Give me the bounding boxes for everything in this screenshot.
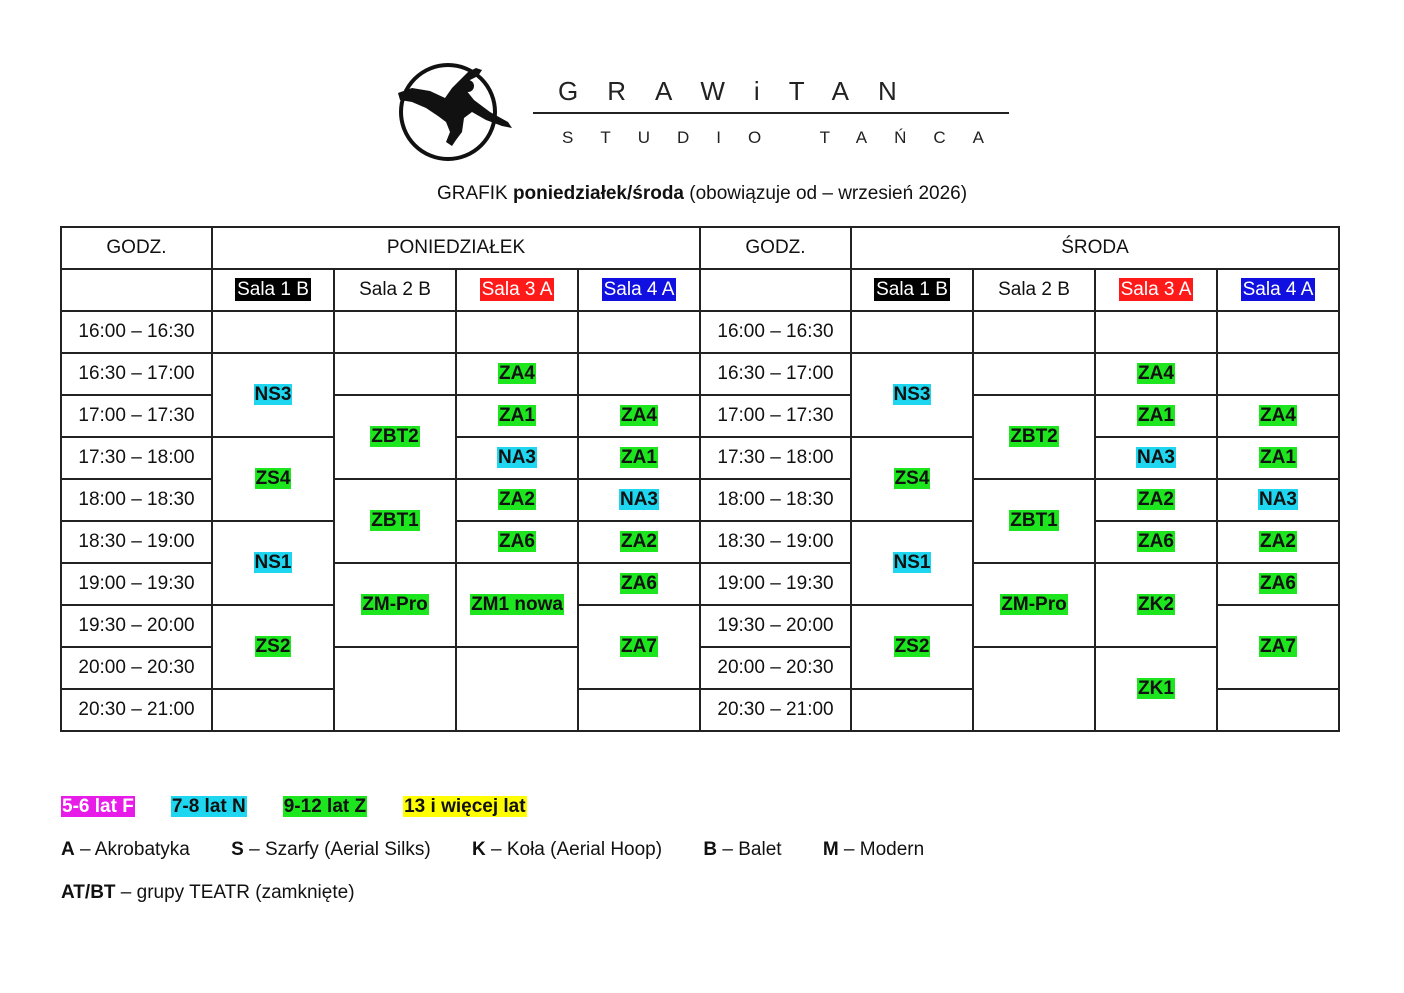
class-cell — [1095, 479, 1217, 521]
time-cell: 18:00 – 18:30 — [61, 479, 212, 521]
class-label: ZM1 nowa — [471, 594, 563, 615]
legend-item — [472, 839, 662, 860]
legend-key: M — [822, 839, 839, 860]
legend-key: S — [231, 839, 244, 860]
legend-item — [61, 839, 190, 860]
class-cell — [851, 353, 973, 437]
class-label: ZA2 — [621, 531, 657, 552]
class-cell — [578, 479, 700, 521]
empty-cell — [973, 311, 1095, 353]
time-cell: 16:00 – 16:30 — [700, 311, 851, 353]
room-header — [334, 269, 456, 311]
time-cell: 16:30 – 17:00 — [61, 353, 212, 395]
legend-value: – Koła (Aerial Hoop) — [485, 839, 663, 860]
class-cell — [578, 437, 700, 479]
age-legend — [61, 796, 563, 818]
time-cell: 20:00 – 20:30 — [61, 647, 212, 689]
class-label: NA3 — [497, 447, 536, 468]
class-cell — [1217, 605, 1339, 689]
room-header — [456, 269, 578, 311]
time-row — [61, 311, 1339, 353]
time-cell: 19:30 – 20:00 — [700, 605, 851, 647]
class-label: NA3 — [1258, 489, 1297, 510]
empty-cell — [973, 353, 1095, 395]
schedule-table — [60, 226, 1340, 732]
room-header — [212, 269, 334, 311]
class-cell — [1095, 395, 1217, 437]
class-label: ZBT1 — [371, 510, 419, 531]
time-cell: 17:00 – 17:30 — [700, 395, 851, 437]
class-cell — [578, 605, 700, 689]
class-cell — [212, 521, 334, 605]
theatre-text: – grupy TEATR (zamknięte) — [115, 882, 355, 903]
time-cell: 19:30 – 20:00 — [61, 605, 212, 647]
room-label: Sala 4 A — [1242, 279, 1314, 300]
brand-name: GRAWiTAN — [558, 76, 926, 106]
empty-cell — [578, 311, 700, 353]
room-header — [851, 269, 973, 311]
class-label: ZM-Pro — [362, 594, 428, 615]
discipline-legend — [61, 839, 960, 861]
class-cell — [456, 437, 578, 479]
time-row — [61, 521, 1339, 563]
room-label: Sala 1 B — [876, 279, 948, 300]
empty-cell — [1217, 311, 1339, 353]
empty-cell — [1217, 353, 1339, 395]
empty-cell — [1095, 311, 1217, 353]
class-label: ZS4 — [255, 468, 291, 489]
class-cell — [456, 521, 578, 563]
empty-cell — [212, 311, 334, 353]
class-label: ZA2 — [499, 489, 535, 510]
time-cell: 18:30 – 19:00 — [61, 521, 212, 563]
class-label: ZA7 — [621, 636, 657, 657]
empty-cell — [61, 269, 212, 311]
class-label: NA3 — [619, 489, 658, 510]
age-chip-f: 5-6 lat F — [62, 796, 134, 817]
legend-key: K — [471, 839, 486, 860]
class-cell — [1217, 521, 1339, 563]
empty-cell — [456, 311, 578, 353]
room-label: Sala 4 A — [603, 279, 675, 300]
heading-days: poniedziałek/środa — [512, 183, 684, 204]
class-cell — [1217, 395, 1339, 437]
room-label: Sala 1 B — [237, 279, 309, 300]
class-cell — [578, 395, 700, 437]
class-cell — [578, 563, 700, 605]
time-cell: 16:00 – 16:30 — [61, 311, 212, 353]
class-cell — [456, 479, 578, 521]
time-cell: 20:30 – 21:00 — [61, 689, 212, 731]
empty-cell — [334, 647, 456, 731]
room-header — [1217, 269, 1339, 311]
class-label: ZA7 — [1260, 636, 1296, 657]
empty-cell — [456, 647, 578, 731]
room-header — [1095, 269, 1217, 311]
time-cell: 19:00 – 19:30 — [700, 563, 851, 605]
class-cell — [334, 395, 456, 479]
time-cell: 17:30 – 18:00 — [61, 437, 212, 479]
class-cell — [212, 605, 334, 689]
time-cell: 16:30 – 17:00 — [700, 353, 851, 395]
class-cell — [334, 563, 456, 647]
class-label: ZBT2 — [1010, 426, 1058, 447]
legend-key: B — [703, 839, 718, 860]
legend-item — [823, 839, 924, 860]
class-label: ZA6 — [621, 573, 657, 594]
theatre-key: AT/BT — [61, 882, 116, 903]
legend-value: – Szarfy (Aerial Silks) — [243, 839, 431, 860]
class-label: NS3 — [893, 384, 931, 405]
class-cell — [456, 563, 578, 647]
class-cell — [1217, 479, 1339, 521]
time-row — [61, 353, 1339, 395]
brand-divider — [533, 112, 1009, 114]
class-label: ZA1 — [1260, 447, 1296, 468]
class-label: NA3 — [1136, 447, 1175, 468]
empty-cell — [334, 353, 456, 395]
time-cell: 18:30 – 19:00 — [700, 521, 851, 563]
class-cell — [973, 563, 1095, 647]
class-label: ZA4 — [1138, 363, 1174, 384]
time-cell: 20:00 – 20:30 — [700, 647, 851, 689]
class-label: ZA2 — [1138, 489, 1174, 510]
class-cell — [973, 395, 1095, 479]
studio-logo — [390, 58, 1030, 168]
empty-cell — [851, 689, 973, 731]
time-cell: 18:00 – 18:30 — [700, 479, 851, 521]
room-label: Sala 2 B — [998, 279, 1070, 300]
heading-suffix: (obowiązuje od – wrzesień 2026) — [684, 183, 968, 204]
class-label: ZBT2 — [371, 426, 419, 447]
empty-cell — [700, 269, 851, 311]
time-cell: 17:00 – 17:30 — [61, 395, 212, 437]
room-header-row — [61, 269, 1339, 311]
empty-cell — [212, 689, 334, 731]
day-header-row — [61, 227, 1339, 269]
class-label: NS1 — [254, 552, 292, 573]
empty-cell — [851, 311, 973, 353]
time-cell: 17:30 – 18:00 — [700, 437, 851, 479]
class-cell — [973, 479, 1095, 563]
class-cell — [578, 521, 700, 563]
legend-key: A — [61, 839, 75, 860]
age-chip-y: 13 i więcej lat — [404, 796, 526, 817]
empty-cell — [1217, 689, 1339, 731]
empty-cell — [334, 311, 456, 353]
room-label: Sala 2 B — [359, 279, 431, 300]
age-chip-z: 9-12 lat Z — [283, 796, 367, 817]
class-label: ZA6 — [1260, 573, 1296, 594]
time-cell: 19:00 – 19:30 — [61, 563, 212, 605]
godz-header: GODZ. — [700, 227, 851, 269]
class-label: ZK1 — [1138, 678, 1174, 699]
schedule-heading — [0, 183, 1404, 205]
class-label: NS3 — [254, 384, 292, 405]
class-label: ZA6 — [1138, 531, 1174, 552]
class-cell — [456, 353, 578, 395]
class-label: ZA2 — [1260, 531, 1296, 552]
class-cell — [1095, 647, 1217, 731]
class-label: ZA4 — [1260, 405, 1296, 426]
class-label: ZS2 — [894, 636, 930, 657]
class-label: ZM-Pro — [1001, 594, 1067, 615]
class-cell — [1217, 437, 1339, 479]
class-cell — [1095, 437, 1217, 479]
room-header — [973, 269, 1095, 311]
wednesday-header: ŚRODA — [851, 227, 1339, 269]
class-cell — [1095, 563, 1217, 647]
class-cell — [851, 605, 973, 689]
class-cell — [334, 479, 456, 563]
age-chip-n: 7-8 lat N — [171, 796, 246, 817]
class-label: ZS2 — [255, 636, 291, 657]
class-cell — [851, 437, 973, 521]
empty-cell — [973, 647, 1095, 731]
legend-item — [703, 839, 781, 860]
class-cell — [1095, 353, 1217, 395]
class-label: ZA4 — [499, 363, 535, 384]
heading-prefix: GRAFIK — [436, 183, 513, 204]
class-cell — [212, 353, 334, 437]
class-label: ZA4 — [621, 405, 657, 426]
brand-subtitle: STUDIO TAŃCA — [562, 128, 1011, 147]
class-cell — [212, 437, 334, 521]
room-label: Sala 3 A — [481, 279, 553, 300]
theatre-note — [61, 882, 355, 904]
time-row — [61, 437, 1339, 479]
class-label: ZS4 — [894, 468, 930, 489]
class-cell — [1217, 563, 1339, 605]
class-cell — [456, 395, 578, 437]
legend-value: – Balet — [717, 839, 782, 860]
empty-cell — [578, 689, 700, 731]
class-label: ZA1 — [1138, 405, 1174, 426]
class-label: ZBT1 — [1010, 510, 1058, 531]
class-label: ZA6 — [499, 531, 535, 552]
dancer-logo-icon — [390, 58, 530, 168]
godz-header: GODZ. — [61, 227, 212, 269]
monday-header: PONIEDZIAŁEK — [212, 227, 700, 269]
room-header — [578, 269, 700, 311]
class-label: ZA1 — [499, 405, 535, 426]
class-cell — [851, 521, 973, 605]
class-label: NS1 — [893, 552, 931, 573]
empty-cell — [578, 353, 700, 395]
legend-item — [231, 839, 431, 860]
class-label: ZK2 — [1138, 594, 1174, 615]
class-cell — [1095, 521, 1217, 563]
class-label: ZA1 — [621, 447, 657, 468]
legend-value: – Akrobatyka — [74, 839, 190, 860]
room-label: Sala 3 A — [1120, 279, 1192, 300]
legend-value: – Modern — [838, 839, 925, 860]
time-cell: 20:30 – 21:00 — [700, 689, 851, 731]
